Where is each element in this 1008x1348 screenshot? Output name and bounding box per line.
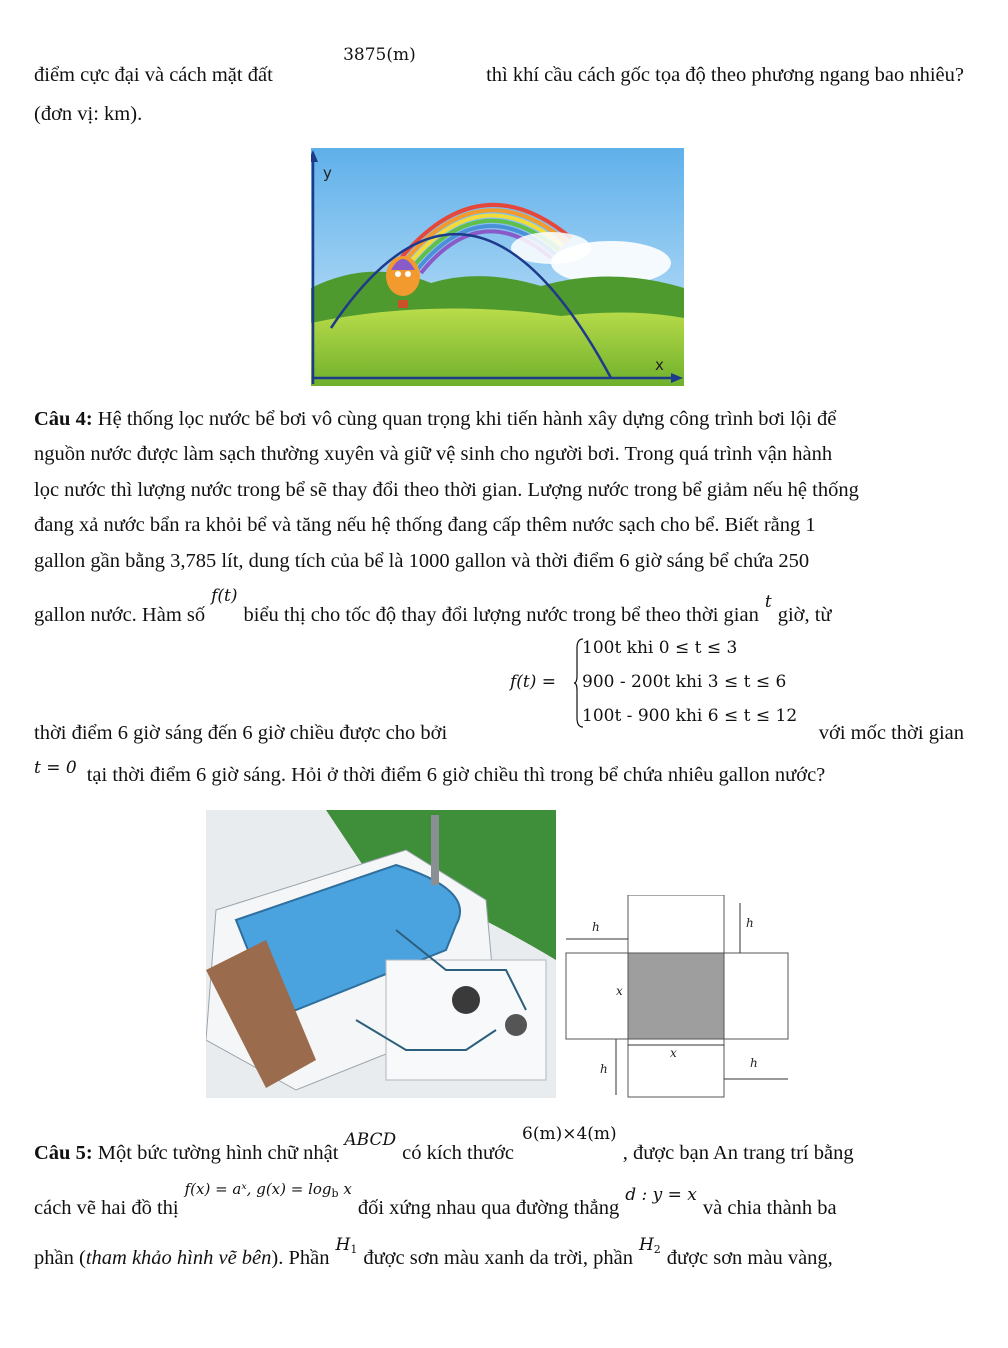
intro-line-1: [34, 45, 964, 88]
filter: [505, 1014, 527, 1036]
cloud: [511, 232, 591, 264]
net-top-flap: [628, 895, 724, 953]
q5-text-1a: Một bức tường hình chữ nhật: [97, 1142, 339, 1164]
region-h2-letter: H: [638, 1235, 654, 1255]
q4-line-1: [34, 406, 964, 432]
q5-label: Câu 5:: [34, 1142, 93, 1164]
q5-text-2c: và chia thành ba: [702, 1197, 837, 1219]
q4-line-8: [34, 758, 964, 789]
rectangle-abcd: ABCD: [344, 1130, 397, 1150]
label-h-top-left: h: [592, 920, 600, 934]
pool-figure: [206, 810, 556, 1098]
intro-line-2: (đơn vị: km).: [34, 103, 143, 125]
y-axis-label: y: [323, 164, 332, 182]
label-h-right: h: [746, 916, 754, 930]
q5-text-3-italic: tham khảo hình vẽ bên: [85, 1247, 272, 1269]
q4-text-7b: với mốc thời gian: [818, 722, 964, 744]
label-h-bottom-right: h: [750, 1056, 758, 1070]
q4-line-5: gallon gần bằng 3,785 lít, dung tích của bể là 1000 gallon và thời điểm 6 giờ sáng bể chứa 250: [34, 550, 810, 572]
wall-dimensions: 6(m)×4(m): [522, 1124, 617, 1144]
variable-t: t: [764, 592, 772, 612]
height-formula: 3875(m): [343, 45, 416, 65]
graph-functions-end: x: [343, 1180, 352, 1198]
region-h1-letter: H: [335, 1235, 351, 1255]
q5-text-2a: cách vẽ hai đồ thị: [34, 1197, 179, 1219]
q5-line-2: [34, 1180, 964, 1227]
region-h1: [335, 1235, 357, 1255]
q4-text-8: tại thời điểm 6 giờ sáng. Hỏi ở thời điểm 6 giờ chiều thì trong bể chứa nhiêu gallon nước?: [86, 764, 826, 786]
q5-text-3c: được sơn màu xanh da trời, phần: [363, 1247, 633, 1269]
function-ft: f(t): [211, 586, 238, 606]
region-h1-sub: 1: [350, 1243, 358, 1256]
intro-text-2: thì khí cầu cách gốc tọa độ theo phương ngang bao nhiêu?: [486, 64, 964, 86]
label-h-bottom-left: h: [600, 1062, 608, 1076]
x-axis-label: x: [655, 356, 664, 374]
meadow: [311, 308, 684, 386]
q4-line-6: [34, 586, 964, 629]
q4-text-7a: thời điểm 6 giờ sáng đến 6 giờ chiều được cho bởi: [34, 722, 448, 744]
q5-text-1c: , được bạn An trang trí bằng: [622, 1142, 854, 1164]
q5-text-1b: có kích thước: [402, 1142, 515, 1164]
q4-line-4: đang xả nước bẩn ra khỏi bể và tăng nếu hệ thống đang cấp thêm nước sạch cho bể. Biết rằng 1: [34, 514, 816, 536]
piecewise-case-1: 100t khi 0 ≤ t ≤ 3: [582, 638, 738, 658]
region-h2-sub: 2: [653, 1243, 661, 1256]
q5-text-3a: phần (: [34, 1247, 86, 1269]
q4-text-6c: giờ, từ: [777, 604, 832, 626]
balloon-figure: [311, 148, 684, 386]
balloon-illustration: [311, 148, 684, 386]
q4-text-6b: biểu thị cho tốc độ thay đổi lượng nước trong bể theo thời gian: [243, 604, 759, 626]
net-right-flap: [724, 953, 788, 1039]
graph-functions-main: f(x) = aˣ, g(x) = log: [184, 1180, 332, 1198]
label-x-side: x: [616, 984, 623, 998]
q4-text-6a: gallon nước. Hàm số: [34, 604, 206, 626]
graph-functions: [185, 1180, 352, 1198]
intro-text-1: điểm cực đại và cách mặt đất: [34, 64, 273, 86]
q4-line-2: nguồn nước được làm sạch thường xuyên và giữ vệ sinh cho người bơi. Trong quá trình vận hành: [34, 443, 833, 465]
piecewise-function: [510, 634, 800, 734]
box-net-figure: [560, 895, 792, 1100]
t-equals-zero: t = 0: [34, 758, 77, 778]
shower-pole: [431, 815, 439, 885]
q5-text-3b: ). Phần: [271, 1247, 330, 1269]
q4-text-1: Hệ thống lọc nước bể bơi vô cùng quan trọng khi tiến hành xây dựng công trình bơi lội để: [97, 408, 837, 430]
pump: [452, 986, 480, 1014]
region-h2: [639, 1235, 661, 1255]
q5-line-3: [34, 1235, 964, 1277]
log-base: b: [331, 1187, 339, 1200]
piecewise-case-3: 100t - 900 khi 6 ≤ t ≤ 12: [582, 706, 798, 726]
q4-label: Câu 4:: [34, 408, 93, 430]
label-x-bottom: x: [670, 1046, 677, 1060]
q5-text-2b: đối xứng nhau qua đường thẳng: [357, 1197, 620, 1219]
q4-line-3: lọc nước thì lượng nước trong bể sẽ thay đổi theo thời gian. Lượng nước trong bể giảm nếu hệ thống: [34, 479, 859, 501]
piecewise-case-2: 900 - 200t khi 3 ≤ t ≤ 6: [582, 672, 787, 692]
box-net-diagram: [560, 895, 792, 1100]
pool-illustration: [206, 810, 556, 1098]
q5-text-3d: được sơn màu vàng,: [666, 1247, 833, 1269]
line-d: d : y = x: [625, 1185, 697, 1205]
piecewise-lhs: f(t) =: [510, 672, 557, 692]
net-base-square: [628, 953, 724, 1039]
